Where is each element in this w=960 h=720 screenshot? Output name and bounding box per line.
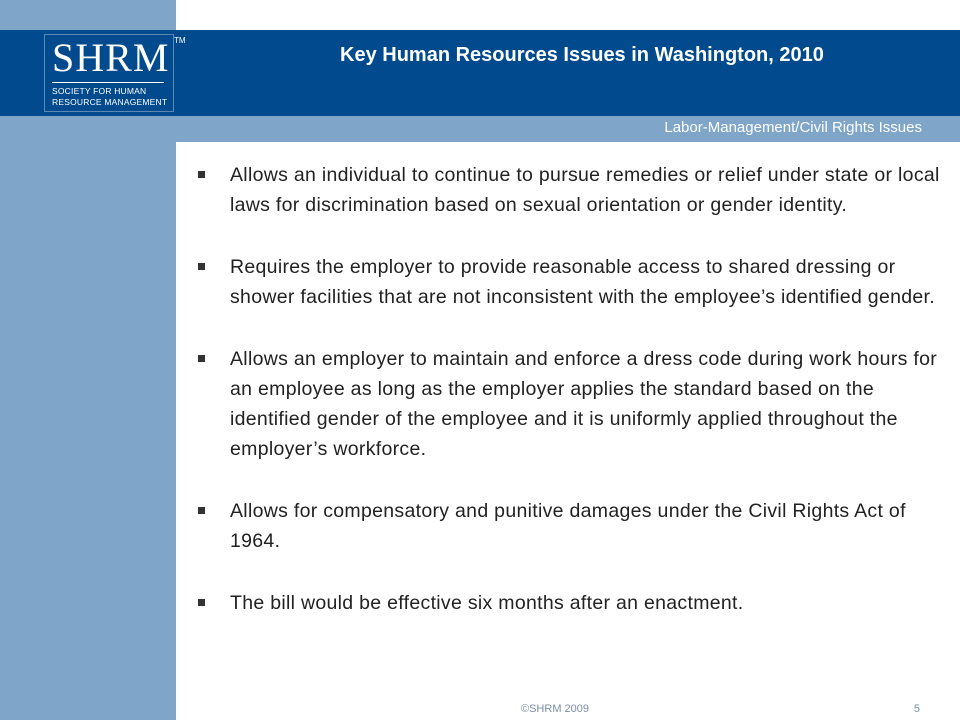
shrm-logo (40, 34, 186, 114)
square-bullet-icon (198, 507, 205, 514)
logo-tagline-2: RESOURCE MANAGEMENT (52, 97, 168, 107)
bullet-text: Allows an individual to continue to pursue remedies or relief under state or local laws for discrimination based on sexual orientation or gender identity. (230, 164, 940, 216)
logo-trademark: TM (174, 36, 186, 45)
slide-title: Key Human Resources Issues in Washington, 2010 (340, 44, 824, 66)
bullet-text: The bill would be effective six months after an enactment. (230, 592, 744, 614)
square-bullet-icon (198, 263, 205, 270)
bullet-text: Allows an employer to maintain and enforce a dress code during work hours for an employee as long as the employer applies the standard based on the identified gender of the employee and it is uniformly applied throughout the employer’s workforce. (230, 348, 938, 460)
bullet-item (196, 344, 946, 464)
footer-copyright: ©SHRM 2009 (520, 703, 590, 715)
square-bullet-icon (198, 171, 205, 178)
page-number: 5 (913, 703, 920, 715)
bullet-item (196, 588, 946, 618)
square-bullet-icon (198, 355, 205, 362)
bullet-item (196, 252, 946, 312)
slide-subtitle: Labor-Management/Civil Rights Issues (664, 119, 922, 136)
square-bullet-icon (198, 599, 205, 606)
logo-divider (52, 82, 164, 83)
bullet-item (196, 160, 946, 220)
bullet-text: Allows for compensatory and punitive damages under the Civil Rights Act of 1964. (230, 500, 906, 552)
logo-mark: SHRM (52, 35, 170, 80)
bullet-text: Requires the employer to provide reasonable access to shared dressing or shower facilities that are not inconsistent with the employee’s identified gender. (230, 256, 935, 308)
logo-tagline-1: SOCIETY FOR HUMAN (52, 86, 147, 96)
bullet-list (196, 160, 946, 650)
bullet-item (196, 496, 946, 556)
